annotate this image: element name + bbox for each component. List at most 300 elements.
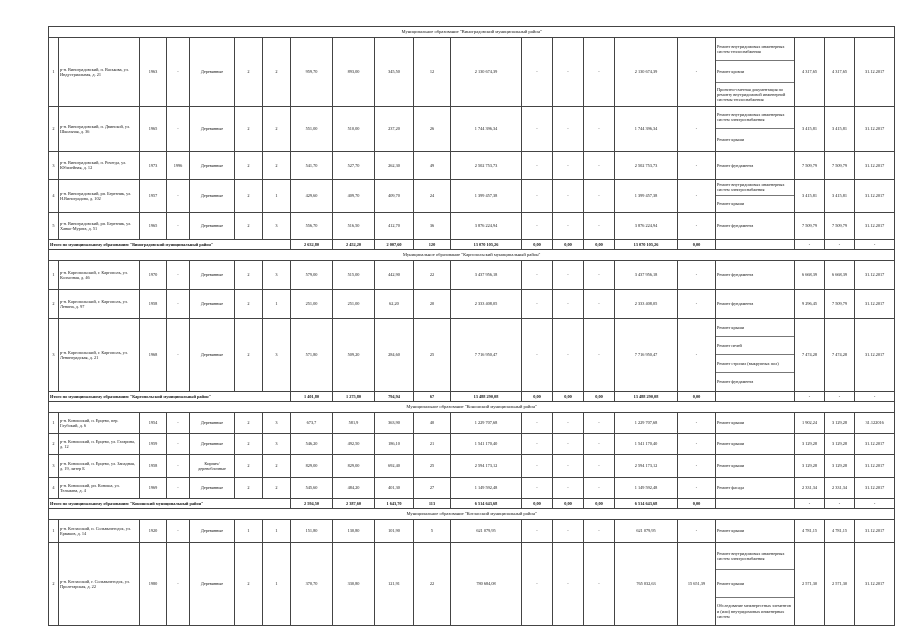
work-item: Ремонт печей	[716, 337, 794, 355]
total-budget-region: 0,00	[553, 498, 584, 508]
cell-fund: -	[522, 212, 553, 239]
cell-deadline: 31.12.2017	[855, 38, 895, 107]
total-owners: 6 514 643,68	[615, 498, 678, 508]
cell-cost-total: 621 079,95	[451, 519, 522, 542]
total-cost-sq: -	[795, 239, 825, 249]
cell-area-private: 412,70	[375, 212, 414, 239]
work-item: Ремонт крыши	[716, 570, 794, 597]
total-residents: 113	[414, 498, 451, 508]
cell-deadline: 31.12.2017	[855, 433, 895, 454]
total-other: 0,00	[678, 391, 716, 401]
work-item: Ремонт внутридомовых инженерных систем электроснабжения	[716, 543, 794, 570]
cell-other: -	[678, 433, 716, 454]
cell-address: р-н. Коношский, п. Ерцево, ул. Западная, д. 19, литер Б	[59, 454, 140, 477]
cell-cost-total: 3 876 224,94	[451, 212, 522, 239]
cell-owners: 765 032,63	[615, 542, 678, 625]
cell-n: 1	[49, 412, 59, 433]
cell-cost-total: 3 437 956,18	[451, 260, 522, 289]
cell-budget-region: -	[553, 151, 584, 179]
cell-deadline: 31.12.2017	[855, 151, 895, 179]
cell-budget-local: -	[584, 151, 615, 179]
section-total-row	[49, 391, 895, 401]
cell-n: 1	[49, 38, 59, 107]
cell-owners: 7 716 950,47	[615, 318, 678, 391]
cell-limit-sq: 3 415,81	[825, 106, 855, 151]
cell-other: -	[678, 212, 716, 239]
cell-cost-total: 2 594 173,12	[451, 454, 522, 477]
cell-owners: 3 437 956,18	[615, 260, 678, 289]
cell-other: -	[678, 412, 716, 433]
work-item: Ремонт фасада	[717, 485, 745, 491]
cell-budget-region: -	[553, 412, 584, 433]
cell-residents: 22	[414, 260, 451, 289]
cell-year-rec: -	[167, 519, 190, 542]
cell-area-living: 409,70	[333, 179, 375, 212]
cell-cost-sq: 3 129,28	[795, 454, 825, 477]
total-deadline: -	[855, 498, 895, 508]
cell-year-rec: 1996	[167, 151, 190, 179]
cell-year-rec: -	[167, 433, 190, 454]
cell-works	[716, 151, 795, 179]
cell-deadline: 31.12.2017	[855, 289, 895, 318]
section-header-row	[49, 508, 895, 519]
cell-fund: -	[522, 179, 553, 212]
cell-year-rec: -	[167, 106, 190, 151]
table-row	[49, 212, 895, 239]
table-row	[49, 433, 895, 454]
cell-cost-sq: 4 781,15	[795, 519, 825, 542]
cell-cost-sq: 3 129,28	[795, 433, 825, 454]
cell-residents: 5	[414, 519, 451, 542]
total-budget-local: 0,00	[584, 498, 615, 508]
cell-n: 3	[49, 454, 59, 477]
cell-floors: 2	[235, 433, 263, 454]
cell-year-rec: -	[167, 212, 190, 239]
cell-material: Деревянные	[190, 106, 235, 151]
cell-limit-sq: 3 129,28	[825, 454, 855, 477]
cell-other: -	[678, 477, 716, 498]
table-row	[49, 179, 895, 212]
cell-other: -	[678, 260, 716, 289]
total-fund: 0,00	[522, 391, 553, 401]
work-item: Ремонт внутридомовых инженерных систем электроснабжения	[716, 180, 794, 196]
work-item: Ремонт крыши	[717, 528, 745, 534]
cell-floors: 2	[235, 289, 263, 318]
cell-address: р-н. Виноградовский, п. Рочегда, ул. Юбилейная, д. 12	[59, 151, 140, 179]
cell-entrances: 1	[263, 179, 291, 212]
cell-works	[716, 212, 795, 239]
cell-area-total: 251,00	[291, 289, 333, 318]
cell-year-rec: -	[167, 477, 190, 498]
cell-budget-region: -	[553, 454, 584, 477]
cell-year-rec: -	[167, 38, 190, 107]
table-body	[49, 27, 895, 626]
cell-limit-sq: 4 781,15	[825, 519, 855, 542]
cell-cost-total: 2 502 753,73	[451, 151, 522, 179]
cell-fund: -	[522, 318, 553, 391]
section-total-row	[49, 239, 895, 249]
section-header-row	[49, 27, 895, 38]
cell-limit-sq: 7 509,79	[825, 212, 855, 239]
cell-deadline: 31.12.2017	[855, 542, 895, 625]
cell-address: р-н. Каргопольский, г. Каргополь, ул. Ленина, д. 97	[59, 289, 140, 318]
work-item: Ремонт крыши	[717, 441, 745, 447]
cell-n: 3	[49, 318, 59, 391]
cell-address: р-н. Виноградовский, рп. Березник, ул. Ханко-Мурата, д. 51	[59, 212, 140, 239]
work-item: Проектно-сметная документация по ремонту внутридомовой инженерной системы теплоснабжения	[717, 86, 786, 103]
cell-cost-sq: 4 317,65	[795, 38, 825, 107]
cell-area-living: 515,00	[333, 260, 375, 289]
cell-n: 4	[49, 179, 59, 212]
cell-cost-sq: 9 296,45	[795, 289, 825, 318]
cell-limit-sq: 4 317,65	[825, 38, 855, 107]
cell-cost-sq: 7 509,79	[795, 151, 825, 179]
cell-area-private: 186,10	[375, 433, 414, 454]
cell-address: р-н. Виноградовский, п. Двинской, ул. Школьная, д. 36	[59, 106, 140, 151]
cell-budget-local: -	[584, 106, 615, 151]
cell-works	[716, 412, 795, 433]
cell-owners: 1 541 170,40	[615, 433, 678, 454]
cell-cost-total: 7 716 950,47	[451, 318, 522, 391]
cell-residents: 25	[414, 454, 451, 477]
work-item: Ремонт фундамента	[717, 223, 754, 229]
cell-fund: -	[522, 289, 553, 318]
total-area-living: 1 275,80	[333, 391, 375, 401]
total-other: 0,00	[678, 498, 716, 508]
cell-fund: -	[522, 542, 553, 625]
cell-limit-sq: 3 129,28	[825, 412, 855, 433]
cell-n: 1	[49, 519, 59, 542]
cell-year-built: 1954	[140, 412, 167, 433]
cell-budget-region: -	[553, 289, 584, 318]
cell-deadline: 31.12.2017	[855, 179, 895, 212]
cell-works	[716, 260, 795, 289]
cell-works	[716, 542, 795, 625]
cell-area-living: 510,00	[333, 106, 375, 151]
table-row	[49, 412, 895, 433]
cell-area-total: 556,70	[291, 212, 333, 239]
cell-address: р-н. Коношский, п. Ерцево, пер. Глубокий, д. 6	[59, 412, 140, 433]
work-item: Ремонт фундамента	[717, 379, 754, 385]
cell-area-total: 673,7	[291, 412, 333, 433]
cell-limit-sq: 2 571,30	[825, 542, 855, 625]
cell-floors: 2	[235, 454, 263, 477]
cell-floors: 2	[235, 106, 263, 151]
section-title: Муниципальное образование "Котласский муниципальный район"	[49, 508, 895, 519]
cell-cost-sq: 3 415,81	[795, 179, 825, 212]
cell-material: Деревянные	[190, 289, 235, 318]
cell-entrances: 1	[263, 542, 291, 625]
cell-budget-local: -	[584, 477, 615, 498]
repair-program-table	[48, 26, 895, 626]
total-works	[716, 391, 795, 401]
total-residents: 67	[414, 391, 451, 401]
total-label: Итого по муниципальному образованию "Коношский муниципальный район"	[49, 498, 291, 508]
cell-budget-local: -	[584, 433, 615, 454]
cell-address: р-н. Каргопольский, г. Каргополь, ул. Ленинградская, д. 21	[59, 318, 140, 391]
cell-works	[716, 454, 795, 477]
cell-cost-sq: 3 415,81	[795, 106, 825, 151]
cell-budget-region: -	[553, 318, 584, 391]
cell-n: 4	[49, 477, 59, 498]
cell-cost-sq: 6 668,39	[795, 260, 825, 289]
cell-area-private: 237,20	[375, 106, 414, 151]
cell-n: 2	[49, 106, 59, 151]
total-budget-region: 0,00	[553, 239, 584, 249]
cell-floors: 2	[235, 151, 263, 179]
cell-area-living: 130,80	[333, 519, 375, 542]
cell-area-private: 284,60	[375, 318, 414, 391]
cell-budget-local: -	[584, 318, 615, 391]
cell-owners: 3 876 224,94	[615, 212, 678, 239]
total-limit-sq: -	[825, 391, 855, 401]
cell-area-total: 541,70	[291, 151, 333, 179]
cell-area-private: 409,70	[375, 179, 414, 212]
cell-budget-local: -	[584, 412, 615, 433]
cell-area-total: 571,80	[291, 318, 333, 391]
cell-year-rec: -	[167, 289, 190, 318]
cell-material: Деревянные	[190, 179, 235, 212]
work-item: Ремонт внутридомовых инженерных систем теплоснабжения	[716, 38, 794, 61]
cell-residents: 24	[414, 179, 451, 212]
total-deadline: -	[855, 239, 895, 249]
cell-floors: 2	[235, 179, 263, 212]
cell-entrances: 1	[263, 289, 291, 318]
cell-area-living: 330,80	[333, 542, 375, 625]
cell-area-total: 959,70	[291, 38, 333, 107]
cell-other: -	[678, 38, 716, 107]
cell-material: Деревянные	[190, 433, 235, 454]
cell-address: р-н. Виноградовский, п. Васькова, ул. Индустриальная, д. 21	[59, 38, 140, 107]
cell-residents: 21	[414, 433, 451, 454]
cell-deadline: 31.12.2017	[855, 212, 895, 239]
cell-deadline: 31.12.2017	[855, 106, 895, 151]
cell-cost-sq: 7 474,28	[795, 318, 825, 391]
cell-area-living: 492,50	[333, 433, 375, 454]
cell-works	[716, 477, 795, 498]
cell-fund: -	[522, 260, 553, 289]
cell-entrances: 3	[263, 433, 291, 454]
cell-material: Деревянные	[190, 412, 235, 433]
document-sheet	[48, 26, 885, 626]
cell-entrances: 2	[263, 477, 291, 498]
cell-area-living: 251,00	[333, 289, 375, 318]
cell-residents: 12	[414, 38, 451, 107]
cell-year-rec: -	[167, 260, 190, 289]
cell-cost-sq: 7 509,79	[795, 212, 825, 239]
cell-area-private: 692,40	[375, 454, 414, 477]
cell-year-rec: -	[167, 179, 190, 212]
cell-year-rec: -	[167, 542, 190, 625]
total-area-total: 1 401,80	[291, 391, 333, 401]
cell-entrances: 3	[263, 260, 291, 289]
cell-fund: -	[522, 454, 553, 477]
cell-budget-local: -	[584, 212, 615, 239]
cell-residents: 26	[414, 106, 451, 151]
cell-limit-sq: 3 129,28	[825, 433, 855, 454]
cell-year-built: 1958	[140, 454, 167, 477]
cell-deadline: 31.12.2017	[855, 454, 895, 477]
cell-other: -	[678, 318, 716, 391]
total-works	[716, 239, 795, 249]
section-header-row	[49, 401, 895, 412]
cell-floors: 2	[235, 38, 263, 107]
cell-area-private: 101,90	[375, 519, 414, 542]
table-row	[49, 289, 895, 318]
total-fund: 0,00	[522, 498, 553, 508]
cell-material: Деревянные	[190, 212, 235, 239]
cell-year-built: 1968	[140, 318, 167, 391]
cell-n: 2	[49, 542, 59, 625]
section-title: Муниципальное образование "Виноградовский муниципальный район"	[49, 27, 895, 38]
work-item: Ремонт крыши	[717, 463, 745, 469]
cell-budget-region: -	[553, 477, 584, 498]
cell-area-total: 829,00	[291, 454, 333, 477]
cell-budget-region: -	[553, 433, 584, 454]
cell-year-rec: -	[167, 318, 190, 391]
cell-cost-total: 1 229 707,68	[451, 412, 522, 433]
table-row	[49, 38, 895, 107]
cell-area-living: 893,00	[333, 38, 375, 107]
cell-area-total: 551,00	[291, 106, 333, 151]
cell-floors: 2	[235, 412, 263, 433]
work-item: Ремонт кровли	[716, 61, 794, 84]
total-area-total: 2 594,50	[291, 498, 333, 508]
cell-address: р-н. Котласский, г. Сольвычегодск, ул. Пролетарская, д. 22	[59, 542, 140, 625]
cell-year-rec: -	[167, 412, 190, 433]
cell-budget-region: -	[553, 179, 584, 212]
cell-owners: 2 333 408,05	[615, 289, 678, 318]
cell-fund: -	[522, 151, 553, 179]
cell-other: -	[678, 289, 716, 318]
total-residents: 120	[414, 239, 451, 249]
total-cost-total: 13 070 105,26	[451, 239, 522, 249]
total-budget-local: 0,00	[584, 239, 615, 249]
cell-deadline: 31.12.2017	[855, 318, 895, 391]
cell-budget-local: -	[584, 519, 615, 542]
cell-area-private: 62,20	[375, 289, 414, 318]
cell-other: -	[678, 151, 716, 179]
work-item: Ремонт фундамента	[717, 162, 754, 168]
cell-cost-total: 1 744 396,34	[451, 106, 522, 151]
table-row	[49, 260, 895, 289]
table-row	[49, 477, 895, 498]
cell-budget-region: -	[553, 38, 584, 107]
cell-budget-local: -	[584, 179, 615, 212]
cell-entrances: 3	[263, 412, 291, 433]
cell-other: -	[678, 519, 716, 542]
cell-works	[716, 179, 795, 212]
cell-year-built: 1957	[140, 179, 167, 212]
cell-fund: -	[522, 412, 553, 433]
cell-other: -	[678, 454, 716, 477]
table-row	[49, 318, 895, 391]
cell-cost-total: 2 333 408,05	[451, 289, 522, 318]
cell-limit-sq: 2 331,34	[825, 477, 855, 498]
cell-material: Деревянные	[190, 151, 235, 179]
cell-owners: 2 130 674,39	[615, 38, 678, 107]
cell-n: 2	[49, 433, 59, 454]
cell-floors: 2	[235, 542, 263, 625]
cell-address: р-н. Каргопольский, г. Каргополь, ул. Колхозная, д. 46	[59, 260, 140, 289]
work-item: Ремонт крыши	[717, 420, 745, 426]
cell-n: 1	[49, 260, 59, 289]
cell-address: р-н. Коношский, п. Ерцево, ул. Гагарина, д. 12	[59, 433, 140, 454]
cell-owners: 1 229 707,68	[615, 412, 678, 433]
cell-limit-sq: 7 509,79	[825, 289, 855, 318]
cell-area-total: 545,60	[291, 477, 333, 498]
table-row	[49, 151, 895, 179]
cell-entrances: 2	[263, 151, 291, 179]
total-deadline: -	[855, 391, 895, 401]
cell-year-built: 1959	[140, 433, 167, 454]
cell-budget-region: -	[553, 212, 584, 239]
cell-budget-local: -	[584, 260, 615, 289]
cell-owners: 2 594 173,12	[615, 454, 678, 477]
table-row	[49, 542, 895, 625]
total-other: 0,00	[678, 239, 716, 249]
cell-n: 5	[49, 212, 59, 239]
cell-year-built: 1969	[140, 477, 167, 498]
table-row	[49, 454, 895, 477]
work-item: Ремонт крыши	[716, 319, 794, 337]
cell-cost-sq: 1 902,24	[795, 412, 825, 433]
cell-area-private: 401,30	[375, 477, 414, 498]
total-owners: 13 070 105,26	[615, 239, 678, 249]
total-budget-region: 0,00	[553, 391, 584, 401]
cell-area-private: 442,90	[375, 260, 414, 289]
cell-budget-local: -	[584, 38, 615, 107]
total-budget-local: 0,00	[584, 391, 615, 401]
cell-material: Деревянные	[190, 477, 235, 498]
work-item: Ремонт внутридомовых инженерных систем электроснабжения	[716, 107, 794, 129]
cell-address: р-н. Коношский, рп. Коноша, ул. Тельмана, д. 4	[59, 477, 140, 498]
cell-area-living: 484,20	[333, 477, 375, 498]
cell-deadline: 31.12.2017	[855, 477, 895, 498]
cell-cost-total: 1 149 592,48	[451, 477, 522, 498]
cell-budget-local: -	[584, 542, 615, 625]
cell-area-total: 429,60	[291, 179, 333, 212]
cell-cost-total: 2 130 674,39	[451, 38, 522, 107]
cell-area-living: 581,9	[333, 412, 375, 433]
total-fund: 0,00	[522, 239, 553, 249]
cell-limit-sq: 3 415,81	[825, 179, 855, 212]
total-label: Итого по муниципальному образованию "Каргопольский муниципальный район"	[49, 391, 291, 401]
cell-residents: 36	[414, 212, 451, 239]
cell-budget-region: -	[553, 542, 584, 625]
total-cost-total: 13 488 290,08	[451, 391, 522, 401]
total-works	[716, 498, 795, 508]
cell-n: 2	[49, 289, 59, 318]
work-item: Обследование межнерестных элементов и (или) внутридомовых инженерных систем	[717, 603, 791, 619]
cell-entrances: 3	[263, 212, 291, 239]
total-cost-sq: -	[795, 498, 825, 508]
total-area-living: 2 387,60	[333, 498, 375, 508]
work-item: Ремонт стропил (выкрупных пол)	[716, 355, 794, 373]
cell-material: Деревянные	[190, 519, 235, 542]
total-area-living: 2 452,20	[333, 239, 375, 249]
cell-cost-sq: 2 331,34	[795, 477, 825, 498]
cell-fund: -	[522, 477, 553, 498]
cell-area-living: 527,70	[333, 151, 375, 179]
cell-cost-total: 1 399 457,38	[451, 179, 522, 212]
cell-floors: 2	[235, 477, 263, 498]
table-row	[49, 106, 895, 151]
cell-cost-sq: 2 571,30	[795, 542, 825, 625]
cell-floors: 2	[235, 212, 263, 239]
cell-fund: -	[522, 519, 553, 542]
cell-deadline: 31.122016	[855, 412, 895, 433]
